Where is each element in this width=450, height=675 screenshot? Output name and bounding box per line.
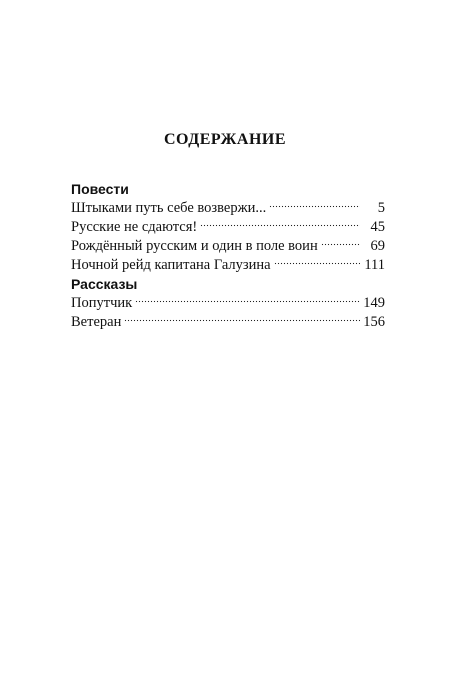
- dot-leader: [200, 224, 360, 227]
- toc-entry-page: 149: [363, 295, 385, 311]
- toc-entry[interactable]: [71, 199, 385, 218]
- toc-entry-title: Ветеран: [71, 314, 122, 330]
- toc-entry[interactable]: [71, 313, 385, 332]
- toc-entry-title: Попутчик: [71, 295, 133, 311]
- toc-entry-title: Русские не сдаются!: [71, 219, 198, 235]
- section-heading-rasskazy: Рассказы: [71, 276, 138, 292]
- toc-entry-page: 45: [370, 219, 385, 235]
- dot-leader: [124, 319, 360, 322]
- toc-entry[interactable]: [71, 237, 385, 256]
- section-heading-povesti: Повести: [71, 181, 129, 197]
- dot-leader: [269, 205, 360, 208]
- table-of-contents: [71, 180, 385, 332]
- page-title: СОДЕРЖАНИЕ: [163, 131, 287, 148]
- toc-entry-title: Ночной рейд капитана Галузина: [71, 257, 271, 273]
- toc-entry-page: 69: [370, 238, 385, 254]
- dot-leader: [135, 300, 360, 303]
- toc-entry[interactable]: [71, 256, 385, 275]
- toc-entry[interactable]: [71, 294, 385, 313]
- toc-entry-title: Штыками путь себе возвержи...: [71, 200, 267, 216]
- dot-leader: [321, 243, 360, 246]
- toc-entry-page: 111: [364, 257, 385, 273]
- toc-entry-page: 156: [363, 314, 385, 330]
- dot-leader: [274, 262, 360, 265]
- toc-entry[interactable]: [71, 218, 385, 237]
- toc-entry-page: 5: [377, 200, 385, 216]
- toc-entry-title: Рождённый русским и один в поле воин: [71, 238, 318, 254]
